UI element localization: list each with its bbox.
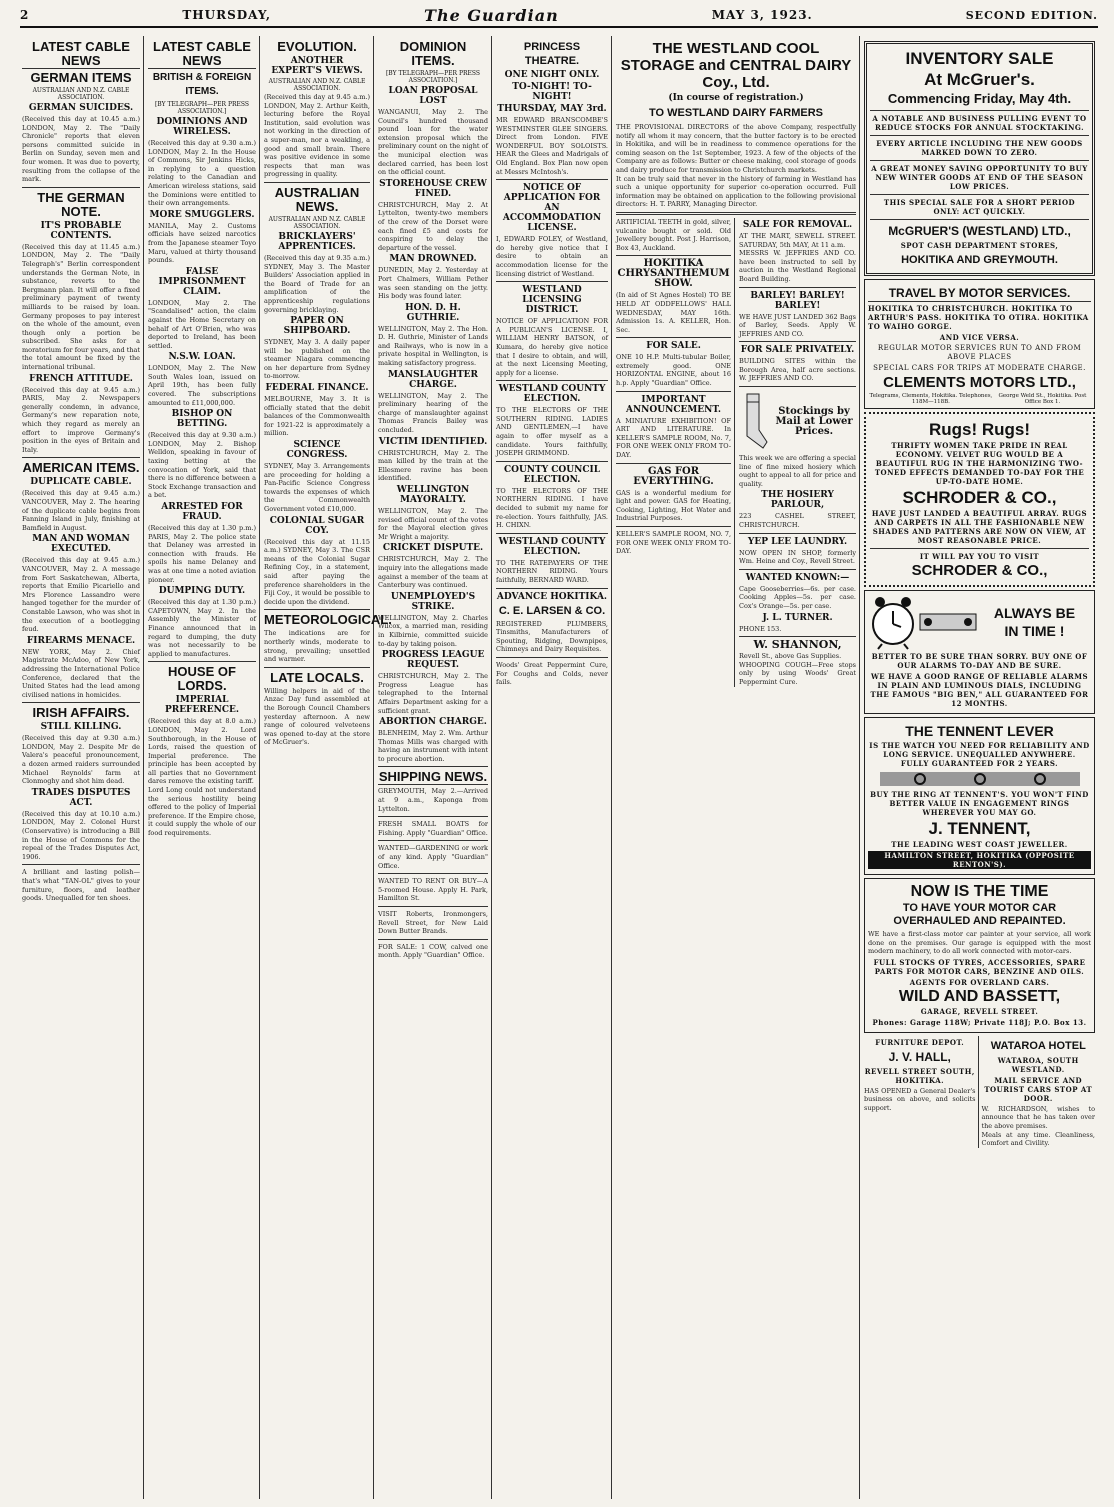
subhead: MANSLAUGHTER CHARGE.	[387, 369, 479, 390]
advert-text: WE have a first-class motor car painter at your service, all work done on the premises. Our garage is equipped with the most modern machinery, to do all work connected with motor-cars.	[868, 930, 1091, 956]
article-text: (Received this day at 9.30 a.m.) LONDON, May 2. Despite Mr de Valera's peaceful pronouncement, a dozen armed raiders surrounded Michael Reynolds' farm at Clonmoghy and shot him dead.	[22, 734, 140, 786]
subhead: N.S.W. LOAN.	[168, 352, 236, 363]
article-text: (Received this day at 11.15 a.m.) SYDNEY, May 3. The CSR means of the Colonial Sugar Refining Coy., in a statement, said after paying the preference shareholders in the Fiji Coy., it would be possible to decide upon the dividend.	[264, 537, 370, 606]
advert-text: REGISTERED PLUMBERS, Tinsmiths, Manufacturers of Spouting, Ridging, Downpipes, Chimneys and Dairy Requisites.	[496, 619, 608, 654]
subhead: WESTLAND COUNTY ELECTION.	[498, 536, 606, 557]
subhead: GERMAN SUICIDES.	[28, 103, 134, 113]
subhead: ANOTHER EXPERT'S VIEWS.	[271, 56, 363, 76]
advert-text: Cape Gooseberries—6s. per case. Cooking Apples—5s. per case. Cox's Orange—5s. per case.	[739, 584, 856, 610]
headline: AMERICAN ITEMS.	[22, 460, 140, 476]
subhead: IMPERIAL PREFERENCE.	[164, 695, 240, 716]
classified-ad: FRESH SMALL BOATS for Fishing. Apply "Guardian" Office.	[378, 820, 488, 837]
subhead: W. SHANNON,	[753, 638, 842, 652]
advert-line: THRIFTY WOMEN TAKE PRIDE IN REAL ECONOMY. VELVET RUG WOULD BE A BEAUTIFUL RUG IN THE HARMONIZING TWO-TONED EFFECTS DEMANDED TO-DAY FOR THE UP-TO-DATE HOME.	[874, 441, 1085, 486]
advert-text: WHOOPING COUGH—Free stops only by using Woods' Great Peppermint Cure.	[739, 660, 856, 686]
advert-text: This week we are offering a special line of fine mixed hosiery which ought to appeal to all for price and quality.	[739, 454, 856, 488]
subhead: PROGRESS LEAGUE REQUEST.	[381, 650, 485, 671]
inventory-date: Commencing Friday, May 4th.	[887, 91, 1072, 106]
tennent-name: J. TENNENT,	[928, 819, 1031, 838]
article-text: (Received this day at 1.30 p.m.) PARIS, May 2. The police state that Delaney was arrested in connection with frauds. He spoils his name Delaney and was at one time a noted aviation pioneer.	[148, 524, 256, 584]
headline: METEOROLOGICAL.	[264, 612, 392, 628]
clock-face-icon	[918, 610, 978, 634]
advert-text: Revell St., above Gas Supplies.	[739, 652, 842, 661]
subhead: MORE SMUGGLERS.	[149, 209, 255, 220]
westland-dairy-headline: THE WESTLAND COOL STORAGE and CENTRAL DAIRY Coy., Ltd.	[620, 40, 852, 91]
subhead: COLONIAL SUGAR COY.	[269, 515, 365, 536]
subhead: Stockings by Mail at Lower Prices.	[775, 406, 853, 438]
store-name: McGRUER'S (WESTLAND) LTD.,	[888, 224, 1071, 238]
masthead-title: The Guardian	[424, 5, 559, 25]
column-2	[146, 36, 260, 1499]
classified-ad: VISIT Roberts, Ironmongers, Revell Street, for New Laid Down Butter Brands.	[378, 910, 488, 936]
subhead: SALE FOR REMOVAL.	[742, 219, 853, 230]
notice-text: I, EDWARD FOLEY, of Westland, do hereby give notice that I desire to obtain an accommodation license for the licensing district of Westland.	[496, 235, 608, 278]
advert-line: Telegrams, Clements, Hokitika. Telephones, 118M—118B.	[869, 393, 993, 405]
article-text: CHRISTCHURCH, May 2. The Progress League has telegraphed to the Internal Affairs Department asking for a sufficient grant.	[378, 672, 488, 715]
subhead: CRICKET DISPUTE.	[382, 543, 484, 554]
article-text: WELLINGTON, May 2. The revised official count of the votes for the Mayoral election gives Mr Wright a majority.	[378, 507, 488, 541]
advert-text: Meals at any time. Cleanliness, Comfort and Civility.	[981, 1130, 1095, 1148]
article-text: The indications are for northerly winds, moderate to strong, prevailing; unsettled and warmer.	[264, 629, 370, 664]
masthead-date: MAY 3, 1923.	[711, 8, 813, 22]
advert-line: SPOT CASH DEPARTMENT STORES,	[900, 241, 1059, 250]
subhead: HON. D. H. GUTHRIE.	[405, 302, 461, 323]
motor-travel-ad	[864, 279, 1095, 409]
subhead: DUMPING DUTY.	[158, 586, 246, 597]
advert-text: MR EDWARD BRANSCOMBE'S WESTMINSTER GLEE SINGERS. Direct from London. FIVE WONDERFUL BOY SOLOISTS. HEAR the Glees and Madrigals of Old England. Box Plan now open at Messrs McIntosh's.	[496, 116, 608, 176]
clements-motors: CLEMENTS MOTORS LTD.,	[883, 374, 1076, 391]
article-text: NEW YORK, May 2. Chief Magistrate McAdoo, of New York, addressing the International Police Conference, declared that the United States had the lead among civilised nations in homicides.	[22, 647, 140, 699]
article-text: LONDON, May 2. The "Scandalised" action, the claim against the Home Secretary on behalf of Art O'Brien, who was deported to Ireland, has been settled.	[148, 298, 256, 350]
advert-text: HAS OPENED a General Dealer's business on above, and solicits support.	[864, 1086, 976, 1112]
article-text: (Received this day at 9.30 a.m.) LONDON, May 2. Bishop Welldon, speaking in favour of taxing betting at the convocation of York, said that there is no difference between a Stock Exchange transaction and a bet.	[148, 431, 256, 500]
rugs-title: Rugs! Rugs!	[928, 420, 1031, 439]
subhead: FOR SALE.	[646, 341, 701, 352]
subhead: (In course of registration.)	[668, 93, 804, 103]
notice-text: TO THE RATEPAYERS OF THE NORTHERN RIDING. Yours faithfully, BERNARD WARD.	[496, 558, 608, 584]
notice-text: TO THE ELECTORS OF THE SOUTHERN RIDING. LADIES AND GENTLEMEN,—I have again to offer myself as a candidate. Yours faithfully, JOSEPH GRIMMOND.	[496, 406, 608, 458]
article-text: LONDON, May 2. The New South Wales loan, issued on April 19th, has been fully covered. The subscriptions amounted to £11,000,000.	[148, 364, 256, 407]
column-5	[494, 36, 612, 1499]
advert-line: BUY THE RING AT TENNENT'S. YOU WON'T FIND BETTER VALUE IN ENGAGEMENT RINGS WHEREVER YOU MAY GO.	[870, 790, 1089, 817]
subhead: MAN DROWNED.	[389, 254, 477, 265]
subhead: TRADES DISPUTES ACT.	[31, 787, 131, 808]
article-text: (Received this day at 1.30 p.m.) CAPETOWN, May 2. In the Assembly the Minister of Finance announced that in regard to dumping, the duty was not necessarily to be applied to manufactures.	[148, 598, 256, 658]
subhead: TO-NIGHT! TO-NIGHT!	[512, 82, 592, 102]
article-text: THE PROVISIONAL DIRECTORS of the above Company, respectfully notify all whom it may concern, that the butter factory is to be erected in Hokitika, and will be in readiness to commence operations for the coming season on the 1st September, 1923. A few of the objects of the Company are as follows: Butter or cheese making, cool storage of goods and dairy produce for transmission to Christchurch markets.	[616, 123, 856, 174]
headline: LATE LOCALS.	[270, 669, 364, 685]
article-text: (Received this day at 8.0 a.m.) LONDON, May 2. Lord Southborough, in the House of Lords, raised the question of Imperial preference. The principle has been accepted by all parties that no Government dares remove the existing tariff.	[148, 717, 256, 786]
headline: TO WESTLAND DAIRY FARMERS	[649, 107, 823, 119]
article-text: (Received this day at 9.45 a.m.) VANCOUVER, May 2. A message from Fort Saskatchewan, Alberta, reports that Emilio Picariello and Mrs Florence Lassandro were hanged together for the murder of Constable Lawson, who was shot in the execution of a bootlegging feud.	[22, 556, 140, 634]
hall-name: J. V. HALL,	[888, 1049, 951, 1064]
advert-line: WATAROA, SOUTH WESTLAND.	[997, 1055, 1079, 1074]
column-6	[614, 36, 860, 1499]
alarm-clock-icon	[868, 594, 918, 650]
subhead: ONE NIGHT ONLY.	[504, 70, 600, 80]
article-text: (Received this day at 9.35 a.m.) SYDNEY, May 3. The Master Builders' Association applied in the Board of Trade for an amplification of the apprenticeship regulations governing bricklaying.	[264, 253, 370, 314]
subhead: J. L. TURNER.	[762, 612, 833, 623]
headline: SHIPPING NEWS.	[378, 769, 488, 785]
subhead: WESTLAND COUNTY ELECTION.	[498, 384, 606, 405]
advert-line: WE HAVE A GOOD RANGE OF RELIABLE ALARMS IN PLAIN AND LUMINOUS DIALS, INCLUDING THE FAMOUS "BIG BEN," ALL GUARANTEED FOR 12 MONTHS.	[870, 672, 1089, 708]
subhead: YEP LEE LAUNDRY.	[747, 536, 848, 547]
headline: LATEST CABLE NEWS	[148, 40, 256, 69]
mcgruer-inventory-ad	[864, 41, 1095, 276]
source-line: AUSTRALIAN AND N.Z. CABLE ASSOCIATION.	[268, 215, 366, 230]
notice-text: NOTICE OF APPLICATION FOR A PUBLICAN'S LICENSE. I, WILLIAM HENRY BATSON, of Kumara, do hereby give notice that I desire to obtain, and will, at the next Licensing Meeting, apply for a license.	[496, 317, 608, 377]
advert-line: REVELL STREET SOUTH, HOKITIKA.	[864, 1066, 975, 1085]
headline: EVOLUTION.	[277, 39, 357, 54]
article-text: CHRISTCHURCH, May 2. At Lyttelton, twenty-two members of the crew of the Dorset were each fined £5 and costs for conspiring to delay the departure of the vessel.	[378, 200, 488, 252]
advert-text: Woods' Great Peppermint Cure, For Coughs and Colds, never fails.	[496, 660, 608, 687]
article-text: BLENHEIM, May 2. Wm. Arthur Thomas Mills was charged with having an instrument with intent to procure abortion.	[378, 729, 488, 763]
subhead: NOTICE OF APPLICATION FOR AN ACCOMMODATION LICENSE.	[502, 183, 602, 234]
subhead: UNEMPLOYED'S STRIKE.	[390, 591, 476, 612]
source-line: AUSTRALIAN AND N.Z. CABLE ASSOCIATION.	[268, 78, 366, 92]
column-7	[862, 36, 1098, 1499]
advert-line: REGULAR MOTOR SERVICES RUN TO AND FROM ABOVE PLACES	[877, 344, 1082, 361]
article-text: Willing helpers in aid of the Anzac Day fund assembled at the Borough Council Chambers yesterday afternoon. A new range of coloured velveteens was opened to-day at the store of McGruer's.	[264, 686, 370, 747]
inventory-subtitle: At McGruer's.	[924, 70, 1035, 89]
advert-line: A GREAT MONEY SAVING OPPORTUNITY TO BUY NEW WINTER GOODS AT END OF THE SEASON LOW PRICES.	[871, 164, 1088, 191]
article-text: (Received this day at 11.45 a.m.) LONDON, May 2. The "Daily Telegraph's" Berlin correspondent understands the German Note, in substance, reverts to the Bergmann plan. It will offer a fixed preliminary payment of twenty milliards to be raised by loan. Germany proposes to pay interest on the whole of the amount, even though only a portion be subscribed. She asks for a moratorium for four years, and that the total amount be fixed by the international tribunal.	[22, 242, 140, 372]
article-text: Lord Long could not understand the serious hostility being offered to the policy of Imperial preference. If the Empire chose, it could supply the whole of our food requirements.	[148, 786, 256, 838]
tennent-lever: THE TENNENT LEVER	[905, 723, 1054, 739]
advert-line: BETTER TO BE SURE THAN SORRY. BUY ONE OF OUR ALARMS TO-DAY AND BE SURE.	[871, 652, 1088, 670]
advert-line: HOKITIKA AND GREYMOUTH.	[901, 254, 1058, 266]
subhead: IMPORTANT ANNOUNCEMENT.	[625, 394, 722, 415]
advert-text: ONE 10 H.P. Multi-tubular Boiler, extremely good. ONE HORIZONTAL ENGINE, about 16 h.p. Apply "Guardian" Office.	[616, 353, 732, 388]
inventory-title: INVENTORY SALE	[905, 49, 1054, 68]
headline: AUSTRALIAN NEWS.	[274, 184, 360, 214]
subhead: STILL KILLING.	[40, 722, 122, 733]
schroder-name: SCHRODER & CO.,	[902, 488, 1057, 507]
article-text: GREYMOUTH, May 2.—Arrived at 9 a.m., Kaponga from Lyttelton.	[378, 787, 488, 813]
advert-text: NOW OPEN IN SHOP, formerly Wm. Heine and Coy., Revell Street.	[739, 548, 856, 566]
article-text: (Received this day at 9.45 a.m.) PARIS, May 2. Newspapers generally condemn, in advance, Germany's new reparation note, which they regard as merely an effort to improve Germany's position in the eyes of Britain and Italy.	[22, 385, 140, 454]
article-text: (Received this day at 9.45 a.m.) VANCOUVER, May 2. The hearing of the duplicate cable begins from Fanning Island in July, finishing at Bamfield in August.	[22, 489, 140, 532]
classified-ad: WANTED—GARDENING or work of any kind. Apply "Guardian" Office.	[378, 844, 488, 870]
wild-bassett-name: WILD AND BASSETT,	[898, 987, 1061, 1005]
headline: C. E. LARSEN & CO.	[498, 604, 606, 617]
column-4	[376, 36, 492, 1499]
classified-ad: FOR SALE: 1 COW, calved one month. Apply "Guardian" Office.	[378, 942, 488, 960]
subhead: DOMINIONS AND WIRELESS.	[156, 117, 248, 137]
masthead-day: THURSDAY,	[182, 8, 272, 22]
subhead: COUNTY COUNCIL ELECTION.	[503, 464, 601, 485]
article-text: SYDNEY, May 3. A daily paper will be published on the steamer Niagara commencing on her departure from Sydney to-morrow.	[264, 338, 370, 381]
stocking-icon	[739, 392, 769, 452]
subhead: FEDERAL FINANCE.	[265, 383, 369, 394]
article-text: CHRISTCHURCH, May 2. The man killed by the train at the Ellesmere ravine has been identified.	[378, 448, 488, 483]
advert-line: AND VICE VERSA.	[939, 333, 1020, 342]
subhead: ABORTION CHARGE.	[379, 717, 487, 728]
advert-line: MAIL SERVICE AND TOURIST CARS STOP AT DOOR.	[984, 1075, 1093, 1103]
article-text: It can be truly said that never in the history of farming in Westland has such a unique opportunity for superior co-operation occurred. Full information may be obtained on application to the following provisional directors: H. T. PARRY, Managing Director.	[616, 174, 856, 209]
advert-line: IT WILL PAY YOU TO VISIT	[919, 552, 1040, 561]
column-1	[20, 36, 144, 1499]
subhead: IT'S PROBABLE CONTENTS.	[40, 220, 122, 241]
advert-text: AT THE MART, SEWELL STREET. SATURDAY, 5th MAY, At 11 a.m.	[739, 231, 856, 249]
advert-line: THIS SPECIAL SALE FOR A SHORT PERIOD ONLY: ACT QUICKLY.	[883, 198, 1076, 216]
garage-subheadline: TO HAVE YOUR MOTOR CAR OVERHAULED AND REPAINTED.	[893, 902, 1066, 927]
advert-line: FULL STOCKS OF TYRES, ACCESSORIES, SPARE PARTS FOR MOTOR CARS, BENZINE AND OILS.	[873, 957, 1086, 976]
advert-text: (In aid of St Agnes Hostel) TO BE HELD AT ODDFELLOWS' HALL WEDNESDAY, MAY 16th. Admission 1s. A. KELLER, Hon. Sec.	[616, 291, 732, 334]
theatre-headline: PRINCESS THEATRE.	[523, 41, 581, 67]
advert-line: IS THE WATCH YOU NEED FOR RELIABILITY AND LONG SERVICE. UNEQUALLED ANYWHERE. FULLY GUARANTEED FOR 2 YEARS.	[869, 741, 1090, 768]
article-text: WANGANUI, May 2. The Council's hundred thousand pound loan for the water extension proposal which the preliminary count on the night of the municipal election was declared carried, has been lost on the official count.	[378, 108, 488, 177]
alarm-headline: ALWAYS BE	[993, 605, 1076, 621]
headline: LATEST CABLE NEWS	[22, 40, 140, 69]
source-line: [BY TELEGRAPH—PER PRESS ASSOCIATION.]	[385, 70, 481, 84]
wataroa-hotel: WATAROA HOTEL	[990, 1039, 1086, 1052]
masthead-edition: SECOND EDITION.	[965, 8, 1098, 22]
advert-text: 223 CASHEL STREET, CHRISTCHURCH.	[739, 512, 856, 530]
advert-text: W. RICHARDSON, wishes to announce that he has taken over the above premises.	[981, 1104, 1095, 1130]
subhead: GAS FOR EVERYTHING.	[633, 465, 714, 487]
article-text: WELLINGTON, May 2. The preliminary hearing of the charge of manslaughter against Thomas Francis Bailey was concluded.	[378, 391, 488, 435]
classified-ad: WANTED TO RENT OR BUY—A 5-roomed House. Apply H. Park, Hamilton St.	[378, 877, 488, 903]
garage-headline: NOW IS THE TIME	[910, 883, 1049, 900]
advert-line: EVERY ARTICLE INCLUDING THE NEW GOODS MARKED DOWN TO ZERO.	[876, 139, 1083, 157]
alarm-headline: IN TIME !	[1004, 623, 1065, 639]
advert-text: A MINIATURE EXHIBITION! OF ART AND LITERATURE. In KELLER'S SAMPLE ROOM, No. 7, FOR ONE WEEK ONLY FROM TO-DAY.	[616, 416, 732, 460]
article-text: MANILA, May 2. Customs officials have seized narcotics from the Japanese steamer Toyo Maru, valued at thirty thousand pounds.	[148, 221, 256, 265]
advert-line: HAVE JUST LANDED A BEAUTIFUL ARRAY. RUGS AND CARPETS IN ALL THE FASHIONABLE NEW SHADES AND PATTERNS ARE NOW ON VIEW, AT MOST REASONABLE PRICE.	[871, 509, 1088, 545]
subhead: MAN AND WOMAN EXECUTED.	[32, 534, 130, 555]
subhead: LOAN PROPOSAL LOST	[388, 86, 478, 106]
subhead: THE HOSIERY PARLOUR,	[761, 490, 834, 511]
headline: BRITISH & FOREIGN ITEMS.	[152, 72, 252, 97]
advert-text: GAS is a wonderful medium for light and power. GAS for Heating, Cooking, Lighting, Hot Water and Industrial Purposes.	[616, 488, 732, 523]
subhead: THURSDAY, MAY 3rd.	[497, 104, 607, 114]
subhead: BARLEY! BARLEY! BARLEY!	[750, 290, 845, 311]
source-line: [BY TELEGRAPH—PER PRESS ASSOCIATION.]	[154, 101, 250, 115]
subhead: WESTLAND LICENSING DISTRICT.	[522, 285, 582, 316]
schroder-name: SCHRODER & CO.,	[911, 562, 1048, 579]
subhead: ARRESTED FOR FRAUD.	[161, 502, 243, 522]
advert-line: George Weld St., Hokitika. Post Office Box 1.	[998, 393, 1087, 405]
subhead: FRENCH ATTITUDE.	[29, 373, 133, 384]
advert-line: THE LEADING WEST COAST JEWELLER.	[891, 840, 1068, 849]
advert-text: A brilliant and lasting polish—that's what "TAN-OL" gives to your furniture, floors, and leather goods. Unequalled for ten shoes.	[22, 868, 140, 903]
advert-text: KELLER'S SAMPLE ROOM, NO. 7, FOR ONE WEEK ONLY FROM TO-DAY.	[616, 530, 732, 556]
subhead: PAPER ON SHIPBOARD.	[283, 316, 351, 337]
subhead: WELLINGTON MAYORALTY.	[396, 485, 470, 505]
classified-ad: ARTIFICIAL TEETH in gold, silver, vulcanite bought or sold. Old Jewellery bought. Post J. Harrison, Box 43, Auckland.	[616, 217, 732, 252]
subhead: FALSE IMPRISONMENT CLAIM.	[158, 266, 246, 297]
schroder-rugs-ad	[864, 412, 1095, 587]
travel-title: TRAVEL BY MOTOR SERVICES.	[868, 285, 1091, 302]
column-3	[262, 36, 392, 1499]
article-text: (Received this day at 9.45 a.m.) LONDON, May 2. Arthur Keith, lecturing before the Royal Institution, said evolution was not working in the direction of a super-man, nor a weakling, a good and small brain. There was positive evidence in some respects that man was progressing in quality.	[264, 93, 370, 179]
tennent-jeweller-ad	[864, 717, 1095, 875]
rings-icon	[880, 770, 1080, 788]
advert-line: GARAGE, REVELL STREET.	[920, 1006, 1039, 1016]
advert-text: MESSRS W. JEFFRIES AND CO. have been instructed to sell by auction in the Westland Regional Board Building.	[739, 249, 856, 283]
subhead: HOKITIKA CHRYSANTHEMUM SHOW.	[617, 258, 730, 290]
headline: GERMAN ITEMS	[30, 70, 132, 85]
wild-bassett-ad	[864, 878, 1095, 1033]
subhead: FOR SALE PRIVATELY.	[740, 345, 855, 356]
headline: DOMINION ITEMS.	[399, 39, 467, 68]
advert-line: AGENTS FOR OVERLAND CARS.	[909, 977, 1050, 987]
headline: THE GERMAN NOTE.	[37, 189, 125, 219]
headline: HOUSE OF LORDS.	[168, 664, 236, 694]
advert-line: SPECIAL CARS FOR TRIPS AT MODERATE CHARGE.	[873, 364, 1086, 372]
subhead: BISHOP ON BETTING.	[171, 409, 233, 430]
article-text: SYDNEY, May 3. Arrangements are proceeding for holding a Pan-Pacific Science Congress towards the expenses of which the Commonwealth Government voted £10,000.	[264, 462, 370, 513]
advert-line: FURNITURE DEPOT.	[875, 1037, 965, 1047]
subhead: ADVANCE HOKITIKA.	[496, 591, 608, 602]
article-text: WELLINGTON, May 2. Charles Wilcox, a married man, residing in Kilbirnie, committed suicide to-day by taking poison.	[378, 613, 488, 648]
subhead: SCIENCE CONGRESS.	[286, 440, 348, 461]
headline: IRISH AFFAIRS.	[32, 705, 130, 721]
alarm-clock-ad	[864, 590, 1095, 714]
article-text: (Received this day at 9.30 a.m.) LONDON, May 2. In the House of Commons, Sir Jenkins Hicks, in replying to a question relating to the Canadian and American wireless stations, said the Dominions were entitled to their own arrangements.	[148, 139, 256, 208]
article-text: MELBOURNE, May 3. It is officially stated that the debit balances of the Commonwealth for 1921-22 is approximately a million.	[264, 395, 370, 438]
article-text: (Received this day at 10.10 a.m.) LONDON, May 2. Colonel Hurst (Conservative) is introducing a Bill in the House of Commons for the repeal of the Trades Disputes Act, 1906.	[22, 809, 140, 861]
article-text: WELLINGTON, May 2. The Hon. D. H. Guthrie, Minister of Lands and Railways, who is now in a private hospital in Wellington, is making satisfactory progress.	[378, 324, 488, 368]
subhead: WANTED KNOWN:—	[745, 572, 850, 583]
notice-text: TO THE ELECTORS OF THE NORTHERN RIDING. I have decided to submit my name for re-election. Yours faithfully, JAS. H. CHIXN.	[496, 486, 608, 530]
advert-line: Phones: Garage 118W; Private 118J; P.O. Box 13.	[872, 1017, 1087, 1027]
subhead: BRICKLAYERS' APPRENTICES.	[278, 231, 356, 252]
article-text: (Received this day at 10.45 a.m.) LONDON, May 2. The "Daily Chronicle" reports that eleven persons committed suicide in Berlin on Sunday, seven men and four women. It was due to poverty, resulting from the collapse of the mark.	[22, 115, 140, 184]
advert-line: A NOTABLE AND BUSINESS PULLING EVENT TO REDUCE STOCKS FOR ANNUAL STOCKTAKING.	[872, 114, 1087, 132]
article-text: CHRISTCHURCH, May 2. The inquiry into the allegations made against a member of the team at Canterbury was continued.	[378, 555, 488, 590]
subhead: FIREARMS MENACE.	[26, 635, 136, 646]
advert-text: WE HAVE JUST LANDED 362 Bags of Barley, Seeds. Apply W. JEFFRIES AND CO.	[739, 312, 856, 338]
advert-line: HAMILTON STREET, HOKITIKA (OPPOSITE RENTON'S).	[868, 851, 1091, 869]
subhead: DUPLICATE CABLE.	[30, 477, 132, 488]
advert-line: HOKITIKA TO CHRISTCHURCH. HOKITIKA TO ARTHUR'S PASS. HOKITIKA TO OTIRA. HOKITIKA TO WAIHO GORGE.	[868, 304, 1089, 331]
advert-text: PHONE 153.	[739, 624, 782, 633]
page-number: 2	[20, 8, 30, 22]
advert-text: BUILDING SITES within the Borough Area, half acre sections. W. JEFFRIES AND CO.	[739, 357, 856, 383]
subhead: STOREHOUSE CREW FINED.	[379, 178, 487, 199]
article-text: DUNEDIN, May 2. Yesterday at Port Chalmers, William Pether was seen standing on the jetty. His body was found later.	[378, 266, 488, 301]
subhead: VICTIM IDENTIFIED.	[378, 436, 488, 447]
source-line: AUSTRALIAN AND N.Z. CABLE ASSOCIATION.	[32, 87, 130, 101]
masthead	[20, 4, 1098, 28]
